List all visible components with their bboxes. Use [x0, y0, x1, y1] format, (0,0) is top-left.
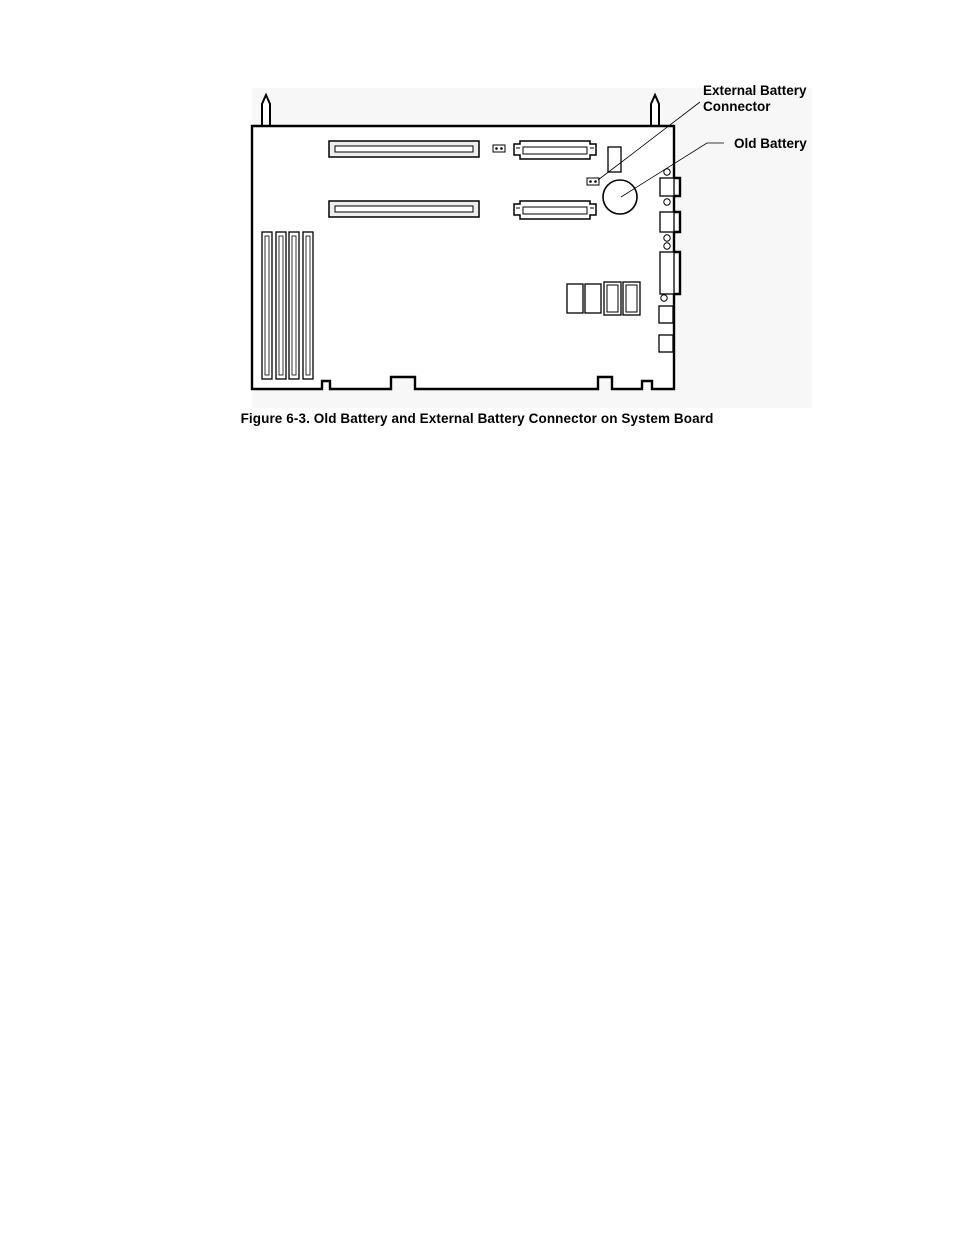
external-battery-connector-label-line-2: Connector	[703, 99, 771, 114]
figure-caption: Figure 6-3. Old Battery and External Battery Connector on System Board	[240, 411, 714, 426]
external-battery-connector	[587, 178, 599, 185]
memory-slot-2	[276, 232, 286, 379]
vertical-chip	[608, 147, 621, 172]
external-battery-connector-label-line-1: External Battery	[703, 83, 807, 98]
external-battery-connector-label	[703, 83, 807, 115]
memory-slot-1	[262, 232, 272, 379]
system-board-diagram	[0, 0, 954, 440]
processor-slot-2	[514, 201, 596, 219]
expansion-slot-2	[329, 201, 479, 217]
left-mounting-ear	[262, 95, 270, 126]
right-mounting-ear	[651, 95, 659, 126]
processor-slot-1	[514, 141, 596, 159]
memory-slot-3	[289, 232, 299, 379]
old-battery	[603, 180, 637, 214]
expansion-slot-1	[329, 141, 479, 157]
memory-slot-4	[303, 232, 313, 379]
old-battery-label: Old Battery	[734, 136, 807, 151]
jumper-top	[493, 145, 505, 152]
chip-group	[567, 282, 640, 315]
